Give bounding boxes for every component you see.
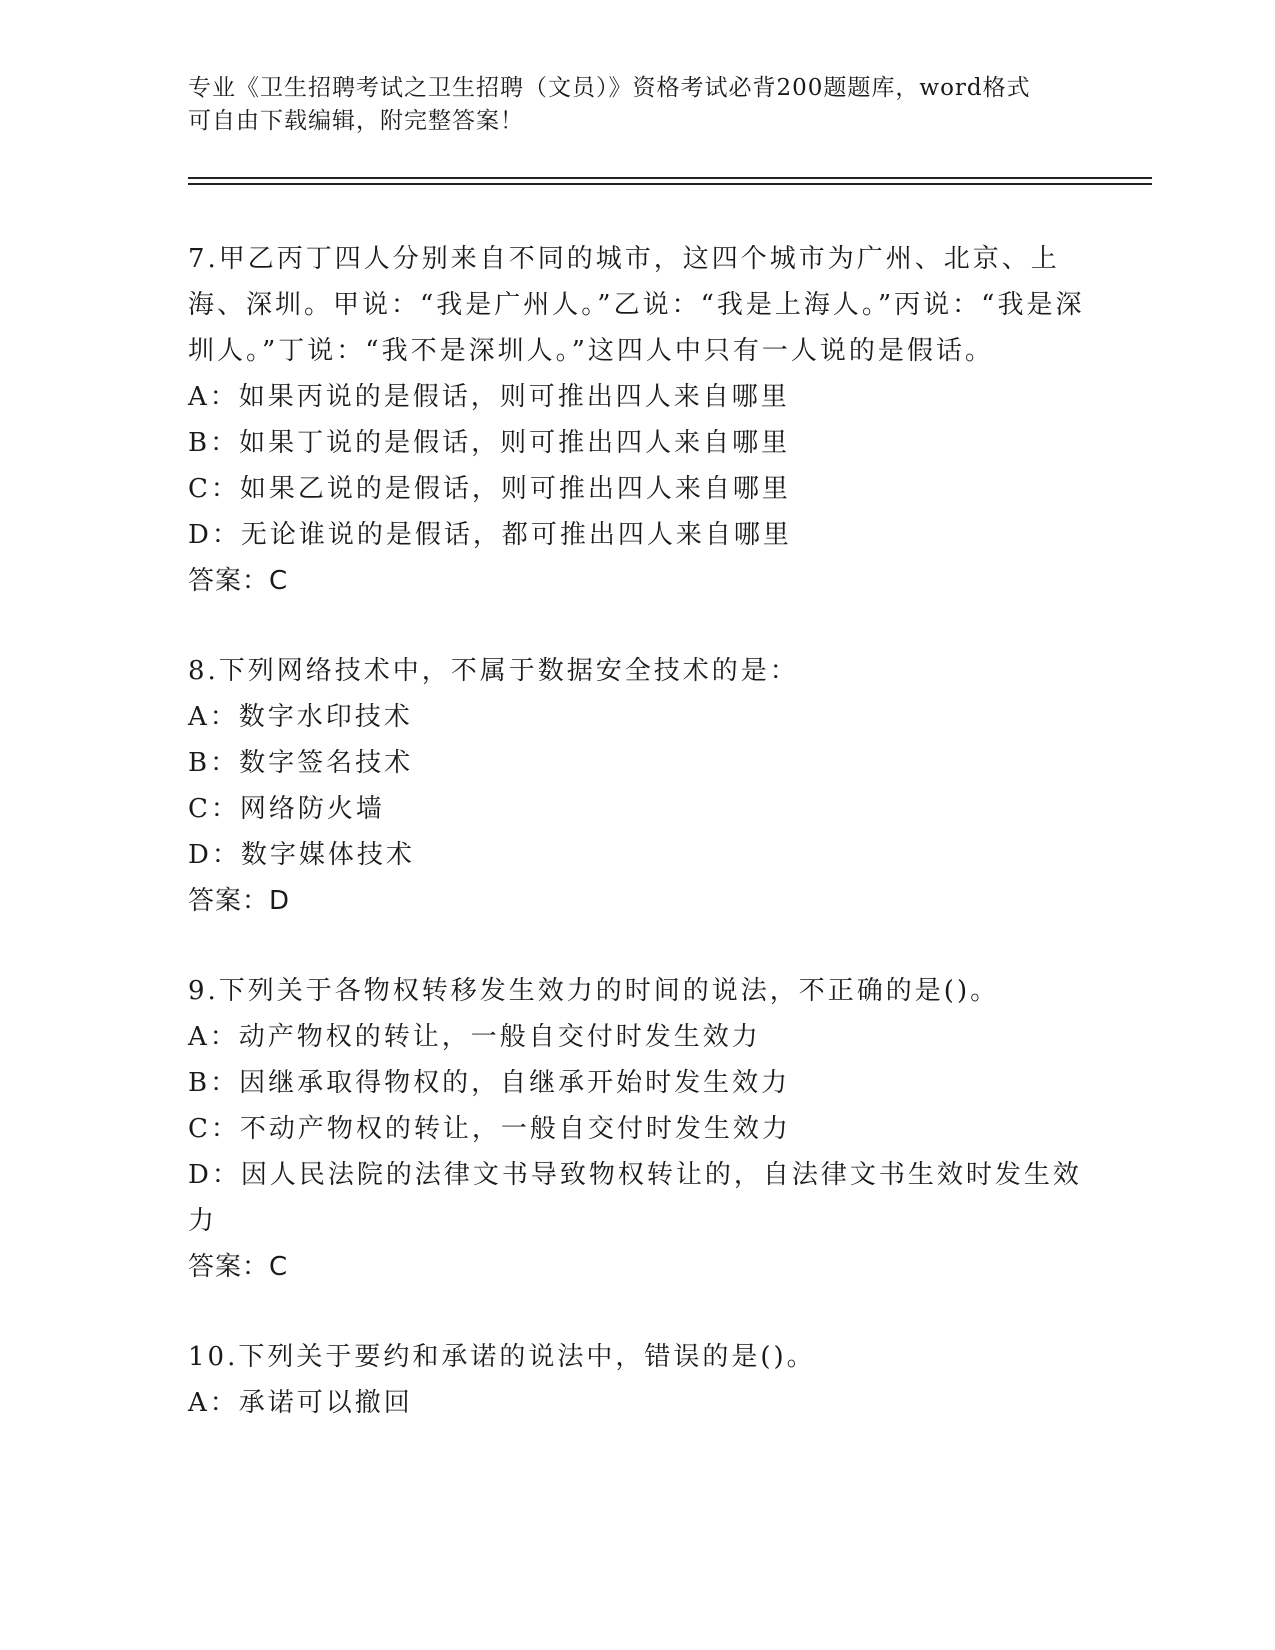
option-c: C：如果乙说的是假话，则可推出四人来自哪里 (188, 474, 791, 504)
option-a: A：承诺可以撤回 (188, 1388, 413, 1418)
question-stem: 7.甲乙丙丁四人分别来自不同的城市，这四个城市为广州、北京、上海、深圳。甲说：“我是广州人。”乙说：“我是上海人。”丙说：“我是深圳人。”丁说：“我不是深圳人。”这四人中只有一人说的是假话。 (188, 244, 1085, 366)
question-7 (188, 236, 1088, 604)
option-c: C：网络防火墙 (188, 794, 385, 824)
option-d: D：无论谁说的是假话，都可推出四人来自哪里 (188, 520, 792, 550)
option-b: B：因继承取得物权的，自继承开始时发生效力 (188, 1068, 791, 1098)
option-d: D：数字媒体技术 (188, 840, 415, 870)
question-answer: 答案：C (188, 1252, 289, 1282)
question-stem: 9.下列关于各物权转移发生效力的时间的说法，不正确的是()。 (188, 976, 1000, 1006)
question-stem: 8.下列网络技术中，不属于数据安全技术的是： (188, 656, 799, 686)
question-stem: 10.下列关于要约和承诺的说法中，错误的是()。 (188, 1342, 816, 1372)
option-d: D：因人民法院的法律文书导致物权转让的，自法律文书生效时发生效力 (188, 1160, 1082, 1236)
option-b: B：数字签名技术 (188, 748, 414, 778)
question-answer: 答案：D (188, 886, 291, 916)
question-answer: 答案：C (188, 566, 289, 596)
header-title-line2: 可自由下载编辑，附完整答案！ (188, 108, 524, 134)
document-header (188, 72, 1088, 138)
option-a: A：如果丙说的是假话，则可推出四人来自哪里 (188, 382, 790, 412)
option-b: B：如果丁说的是假话，则可推出四人来自哪里 (188, 428, 791, 458)
header-rule-top (188, 177, 1152, 179)
question-10 (188, 1334, 1088, 1426)
option-a: A：数字水印技术 (188, 702, 413, 732)
question-8 (188, 648, 1088, 924)
header-title-line1: 专业《卫生招聘考试之卫生招聘（文员）》资格考试必背200题题库，word格式 (188, 75, 1031, 101)
option-a: A：动产物权的转让，一般自交付时发生效力 (188, 1022, 761, 1052)
header-rule-bottom (188, 183, 1152, 185)
question-9 (188, 968, 1088, 1290)
option-c: C：不动产物权的转让，一般自交付时发生效力 (188, 1114, 791, 1144)
question-list (188, 236, 1088, 1470)
